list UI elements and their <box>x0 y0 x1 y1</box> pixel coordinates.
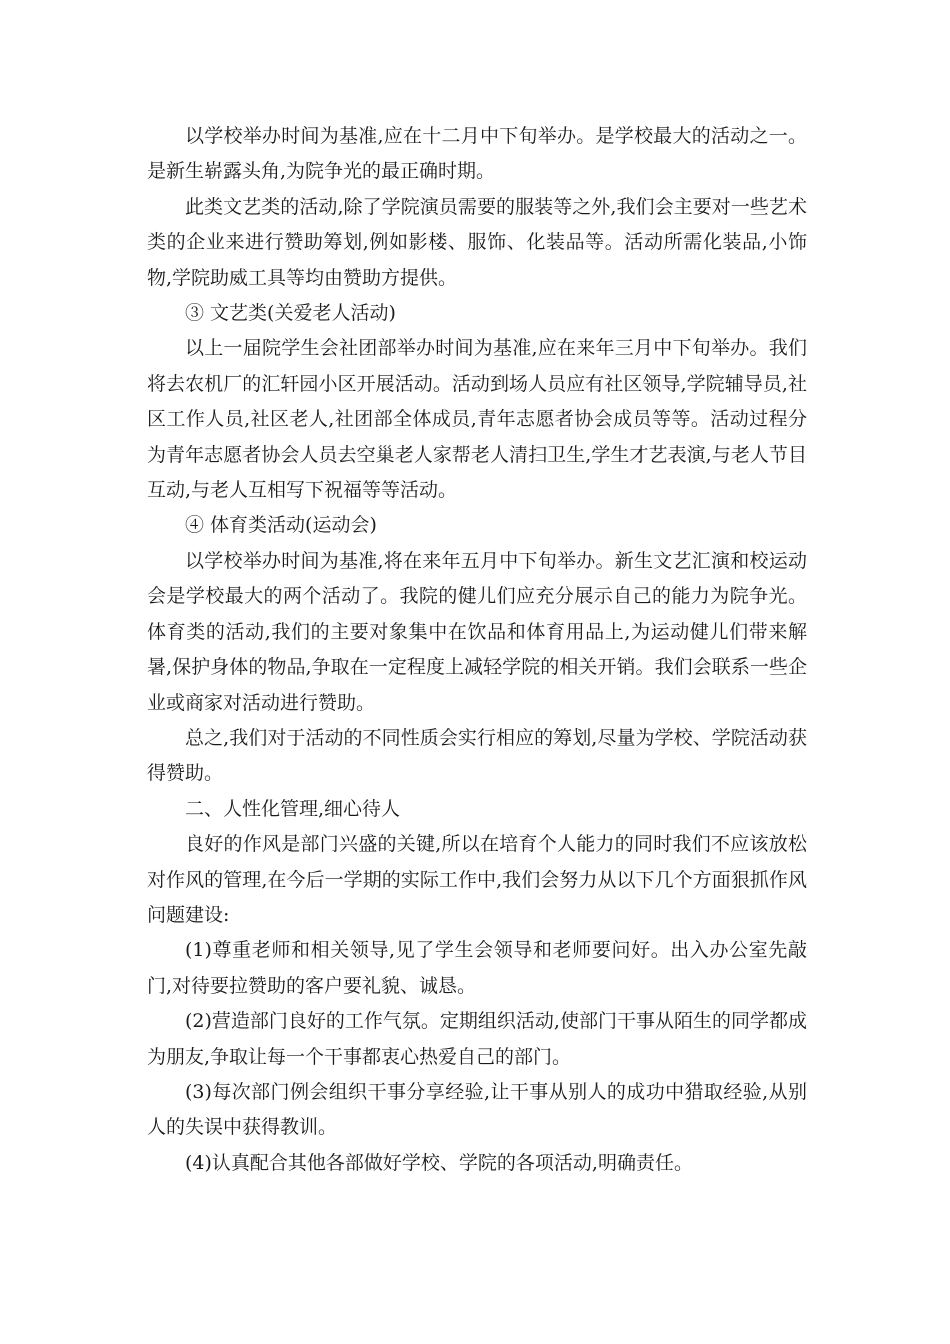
paragraph-1: 以学校举办时间为基准,应在十二月中下旬举办。是学校最大的活动之一。是新生崭露头角,为院争光的最正确时期。 <box>147 125 807 183</box>
section-heading-arts-elderly: ③ 文艺类(关爱老人活动) <box>185 302 396 325</box>
section-heading-management: 二、人性化管理,细心待人 <box>185 797 401 820</box>
paragraph-5: 总之,我们对于活动的不同性质会实行相应的筹划,尽量为学校、学院活动获得赞助。 <box>147 726 807 785</box>
document-body <box>147 119 807 1181</box>
paragraph-2: 此类文艺类的活动,除了学院演员需要的服装等之外,我们会主要对一些艺术类的企业来进行赞助筹划,例如影楼、服饰、化装品等。活动所需化装品,小饰物,学院助威工具等均由赞助方提供。 <box>147 195 807 289</box>
paragraph-4: 以学校举办时间为基准,将在来年五月中下旬举办。新生文艺汇演和校运动会是学校最大的两个活动了。我院的健儿们应充分展示自己的能力为院争光。体育类的活动,我们的主要对象集中在饮品和体育用品上,为运动健儿们带来解暑,保护身体的物品,争取在一定程度上减轻学院的相关开销。我们会联系一些企业或商家对活动进行赞助。 <box>147 549 807 714</box>
section-heading-sports: ④ 体育类活动(运动会) <box>185 514 377 537</box>
list-item-2: (2)营造部门良好的工作气氛。定期组织活动,使部门干事从陌生的同学都成为朋友,争取让每一个干事都衷心热爱自己的部门。 <box>147 1010 807 1068</box>
list-item-1: (1)尊重老师和相关领导,见了学生会领导和老师要问好。出入办公室先敲门,对待要拉赞助的客户要礼貌、诚恳。 <box>147 939 807 997</box>
list-item-3: (3)每次部门例会组织干事分享经验,让干事从别人的成功中猎取经验,从别人的失误中获得教训。 <box>147 1080 807 1139</box>
list-item-4: (4)认真配合其他各部做好学校、学院的各项活动,明确责任。 <box>185 1151 693 1174</box>
paragraph-6: 良好的作风是部门兴盛的关键,所以在培育个人能力的同时我们不应该放松对作风的管理,在今后一学期的实际工作中,我们会努力从以下几个方面狠抓作风问题建设: <box>147 833 807 926</box>
paragraph-3: 以上一届院学生会社团部举办时间为基准,应在来年三月中下旬举办。我们将去农机厂的汇轩园小区开展活动。活动到场人员应有社区领导,学院辅导员,社区工作人员,社区老人,社团部全体成员,青年志愿者协会成员等等。活动过程分为青年志愿者协会人员去空巢老人家帮老人清扫卫生,学生才艺表演,与老人节目互动,与老人互相写下祝福等等活动。 <box>147 337 807 502</box>
